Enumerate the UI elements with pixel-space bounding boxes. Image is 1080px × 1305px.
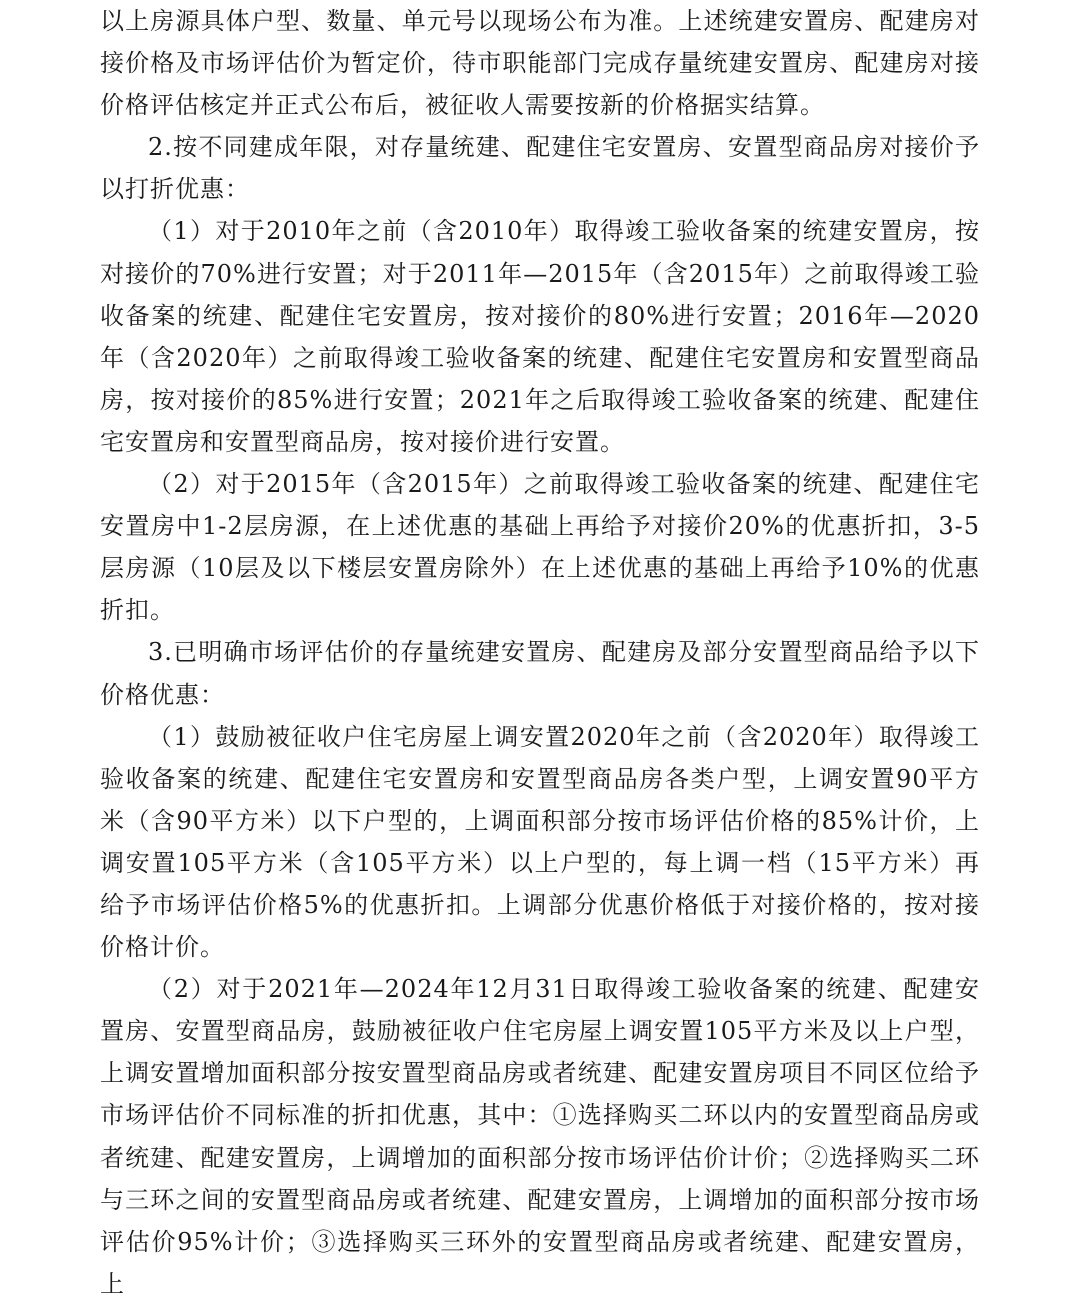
paragraph-item-3: 3.已明确市场评估价的存量统建安置房、配建房及部分安置型商品给予以下价格优惠： [100, 638, 980, 709]
document-page [100, 0, 980, 1298]
paragraph-item-2-2: （2）对于2015年（含2015年）之前取得竣工验收备案的统建、配建住宅安置房中1-2层房源，在上述优惠的基础上再给予对接价20%的优惠折扣，3-5层房源（10层及以下楼层安置房除外）在上述优惠的基础上再给予10%的优惠折扣。 [100, 470, 980, 625]
paragraph-item-3-1: （1）鼓励被征收户住宅房屋上调安置2020年之前（含2020年）取得竣工验收备案的统建、配建住宅安置房和安置型商品房各类户型，上调安置90平方米（含90平方米）以下户型的，上调面积部分按市场评估价格的85%计价，上调安置105平方米（含105平方米）以上户型的，每上调一档（15平方米）再给予市场评估价格5%的优惠折扣。上调部分优惠价格低于对接价格的，按对接价格计价。 [100, 722, 980, 962]
paragraph-item-2: 2.按不同建成年限，对存量统建、配建住宅安置房、安置型商品房对接价予以打折优惠： [100, 133, 980, 204]
paragraph-item-2-1: （1）对于2010年之前（含2010年）取得竣工验收备案的统建安置房，按对接价的70%进行安置；对于2011年—2015年（含2015年）之前取得竣工验收备案的统建、配建住宅安置房，按对接价的80%进行安置；2016年—2020年（含2020年）之前取得竣工验收备案的统建、配建住宅安置房和安置型商品房，按对接价的85%进行安置；2021年之后取得竣工验收备案的统建、配建住宅安置房和安置型商品房，按对接价进行安置。 [100, 217, 980, 456]
paragraph-continuation: 以上房源具体户型、数量、单元号以现场公布为准。上述统建安置房、配建房对接价格及市场评估价为暂定价，待市职能部门完成存量统建安置房、配建房对接价格评估核定并正式公布后，被征收人需要按新的价格据实结算。 [100, 7, 980, 120]
paragraph-item-3-2: （2）对于2021年—2024年12月31日取得竣工验收备案的统建、配建安置房、安置型商品房，鼓励被征收户住宅房屋上调安置105平方米及以上户型，上调安置增加面积部分按安置型商品房或者统建、配建安置房项目不同区位给予市场评估价不同标准的折扣优惠，其中：①选择购买二环以内的安置型商品房或者统建、配建安置房，上调增加的面积部分按市场评估价计价；②选择购买二环与三环之间的安置型商品房或者统建、配建安置房，上调增加的面积部分按市场评估价95%计价；③选择购买三环外的安置型商品房或者统建、配建安置房，上 [100, 975, 980, 1298]
